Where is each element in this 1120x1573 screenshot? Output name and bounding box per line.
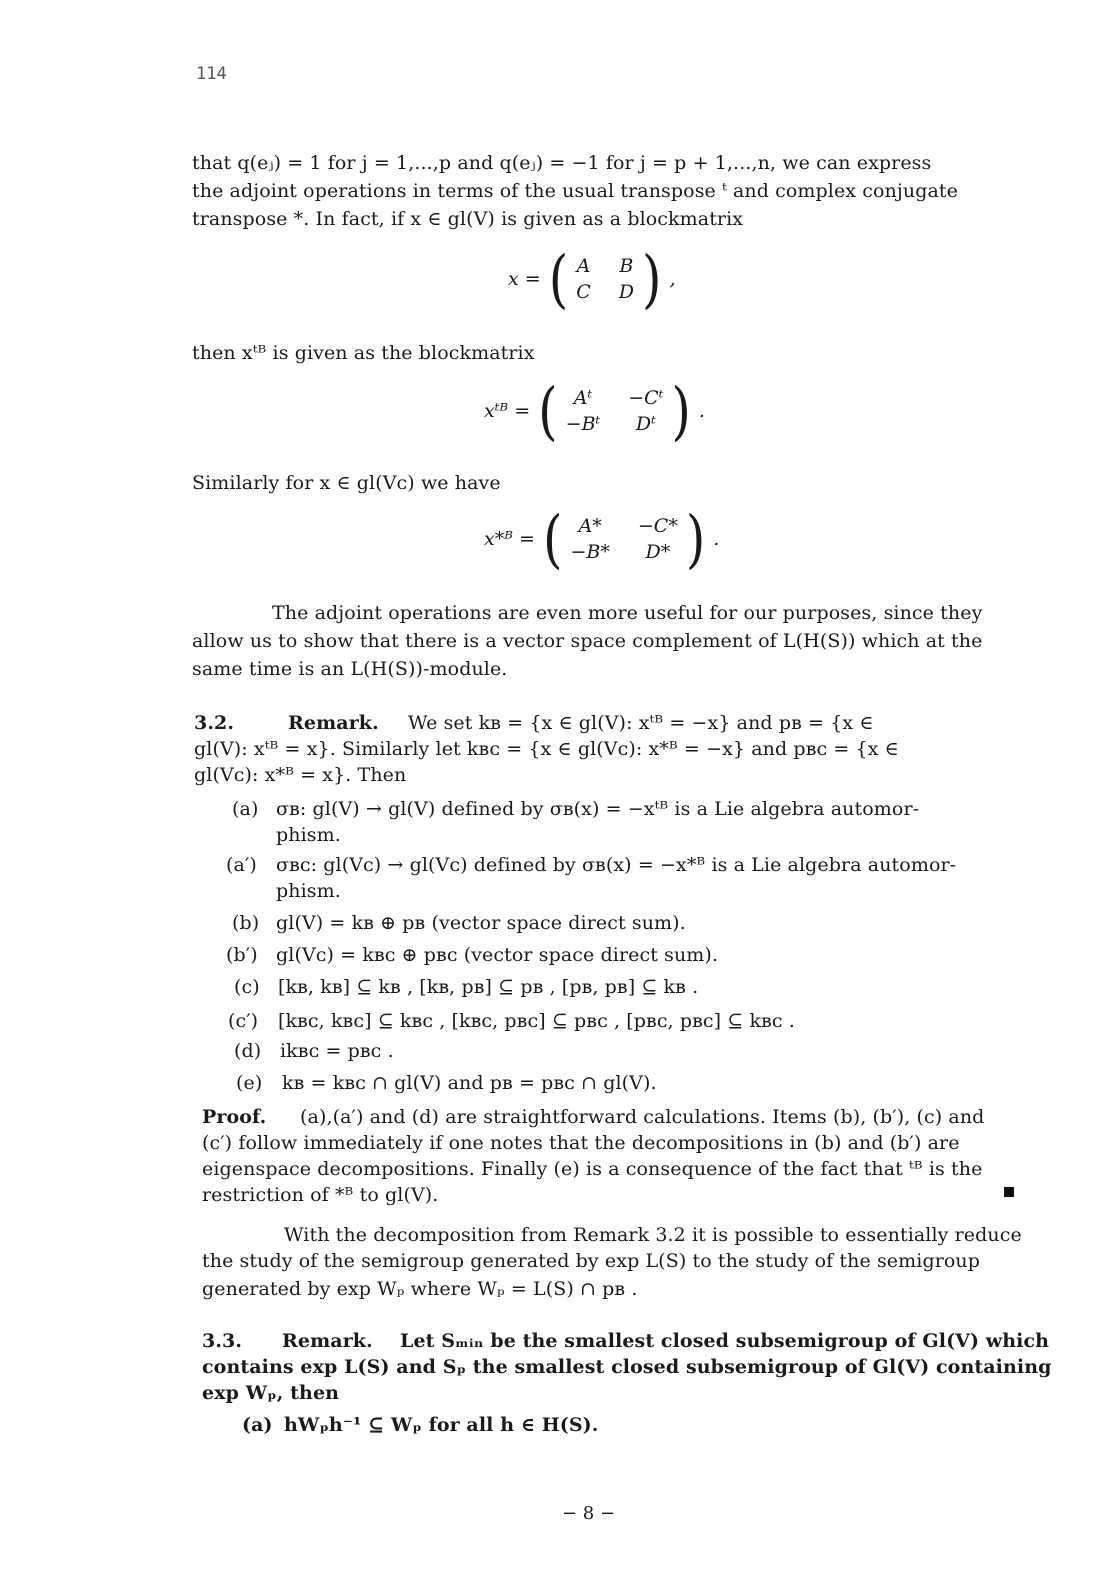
equation-lhs: x*ᴮ = [484, 528, 535, 550]
adjoint-para-line-3: same time is an L(H(S))-module. [192, 658, 508, 680]
proof-label: Proof. [202, 1106, 267, 1128]
remark-3-2-line-1: We set kʙ = {x ∈ gl(V): xᵗᴮ = −x} and pʙ = {x ∈ [408, 712, 874, 734]
item-d-text: ikʙᴄ = pʙᴄ . [280, 1040, 394, 1062]
decomp-para-line-3: generated by exp Wₚ where Wₚ = L(S) ∩ pʙ . [202, 1278, 638, 1300]
matrix-entry: Aᵗ [573, 387, 593, 409]
item-e-label: (e) [236, 1072, 263, 1094]
remark-3-2-line-3: gl(Vᴄ): x*ᴮ = x}. Then [194, 764, 407, 786]
remark-3-2-line-2: gl(V): xᵗᴮ = x}. Similarly let kʙᴄ = {x ∈ gl(Vᴄ): x*ᴮ = −x} and pʙᴄ = {x ∈ [194, 738, 899, 760]
proof-line-4: restriction of *ᴮ to gl(V). [202, 1184, 439, 1206]
remark-3-3-line-3: exp Wₚ, then [202, 1382, 340, 1404]
item-c-prime-text: [kʙᴄ, kʙᴄ] ⊆ kʙᴄ , [kʙᴄ, pʙᴄ] ⊆ pʙᴄ , [pʙᴄ, pʙᴄ] ⊆ kʙᴄ . [278, 1010, 795, 1032]
matrix-entry: C [576, 281, 591, 303]
equation-blockmatrix-x: x = ( A B C D ) , [508, 242, 676, 316]
decomp-para-line-2: the study of the semigroup generated by exp L(S) to the study of the semigroup [202, 1250, 981, 1272]
item-a-label: (a) [232, 798, 259, 820]
matrix-entry: D* [645, 541, 671, 563]
matrix [571, 514, 678, 564]
matrix [576, 254, 634, 304]
matrix-entry: −Cᵗ [628, 387, 664, 409]
remark-3-2-title: Remark. [288, 712, 379, 734]
equation-lhs: x = [508, 268, 541, 290]
intro-line-2: the adjoint operations in terms of the usual transpose ᵗ and complex conjugate [192, 180, 958, 202]
matrix [566, 386, 664, 436]
equation-lhs: xᵗᴮ = [484, 400, 531, 422]
item-a-prime-cont: phism. [276, 880, 341, 902]
item-c-prime-label: (c′) [228, 1010, 259, 1032]
decomp-para-line-1: With the decomposition from Remark 3.2 it is possible to essentially reduce [284, 1224, 1022, 1246]
remark-3-3-item-a-label: (a) [242, 1414, 273, 1436]
item-a-text: σʙ: gl(V) → gl(V) defined by σʙ(x) = −xᵗᴮ is a Lie algebra automor- [276, 798, 920, 820]
matrix-entry: −C* [637, 515, 678, 537]
item-b-text: gl(V) = kʙ ⊕ pʙ (vector space direct sum). [276, 912, 686, 934]
item-a-prime-text: σʙᴄ: gl(Vᴄ) → gl(Vᴄ) defined by σʙ(x) = −x*ᴮ is a Lie algebra automor- [276, 854, 957, 876]
item-b-prime-text: gl(Vᴄ) = kʙᴄ ⊕ pʙᴄ (vector space direct sum). [276, 944, 719, 966]
matrix-entry: A* [578, 515, 602, 537]
equation-conjugate-b: x*ᴮ = ( A* −C* −B* D* ) . [484, 502, 720, 576]
item-d-label: (d) [234, 1040, 262, 1062]
equation-punct: . [698, 400, 705, 422]
matrix-entry: −B* [570, 541, 610, 563]
matrix-entry: −Bᵗ [565, 413, 601, 435]
item-c-text: [kʙ, kʙ] ⊆ kʙ , [kʙ, pʙ] ⊆ pʙ , [pʙ, pʙ] ⊆ kʙ . [278, 976, 699, 998]
adjoint-para-line-2: allow us to show that there is a vector space complement of L(H(S)) which at the [192, 630, 983, 652]
item-b-prime-label: (b′) [226, 944, 258, 966]
matrix-entry: B [619, 255, 634, 277]
item-c-label: (c) [234, 976, 260, 998]
similarly-line: Similarly for x ∈ gl(Vᴄ) we have [192, 472, 501, 494]
page-number-bottom: − 8 − [562, 1503, 616, 1524]
remark-3-3-title: Remark. [282, 1330, 373, 1352]
proof-line-3: eigenspace decompositions. Finally (e) is a consequence of the fact that ᵗᴮ is the [202, 1158, 983, 1180]
proof-line-1: (a),(a′) and (d) are straightforward calculations. Items (b), (b′), (c) and [300, 1106, 985, 1128]
matrix-entry: Dᵗ [635, 413, 656, 435]
item-e-text: kʙ = kʙᴄ ∩ gl(V) and pʙ = pʙᴄ ∩ gl(V). [282, 1072, 657, 1094]
proof-line-2: (c′) follow immediately if one notes that the decompositions in (b) and (b′) are [202, 1132, 960, 1154]
item-b-label: (b) [232, 912, 260, 934]
remark-3-3-line-1: Let Sₘᵢₙ be the smallest closed subsemigroup of Gl(V) which [400, 1330, 1050, 1352]
then-line: then xᵗᴮ is given as the blockmatrix [192, 342, 535, 364]
matrix-entry: A [576, 255, 591, 277]
item-a-prime-label: (a′) [226, 854, 257, 876]
adjoint-para-line-1: The adjoint operations are even more useful for our purposes, since they [272, 602, 983, 624]
remark-3-3-number: 3.3. [202, 1330, 243, 1352]
intro-line-3: transpose *. In fact, if x ∈ gl(V) is given as a blockmatrix [192, 208, 744, 230]
remark-3-2-number: 3.2. [194, 712, 235, 734]
remark-3-3-item-a-text: hWₚh⁻¹ ⊆ Wₚ for all h ∈ H(S). [284, 1414, 599, 1436]
matrix-entry: D [618, 281, 634, 303]
item-a-cont: phism. [276, 824, 341, 846]
remark-3-3-line-2: contains exp L(S) and Sₚ the smallest closed subsemigroup of Gl(V) containing [202, 1356, 1052, 1378]
equation-punct: . [713, 528, 720, 550]
intro-line-1: that q(eⱼ) = 1 for j = 1,...,p and q(eⱼ) = −1 for j = p + 1,...,n, we can express [192, 152, 932, 174]
qed-square-icon [1004, 1187, 1014, 1197]
page-number-top: 114 [196, 64, 227, 84]
equation-transpose-b: xᵗᴮ = ( Aᵗ −Cᵗ −Bᵗ Dᵗ ) . [484, 374, 705, 448]
equation-punct: , [669, 268, 676, 290]
